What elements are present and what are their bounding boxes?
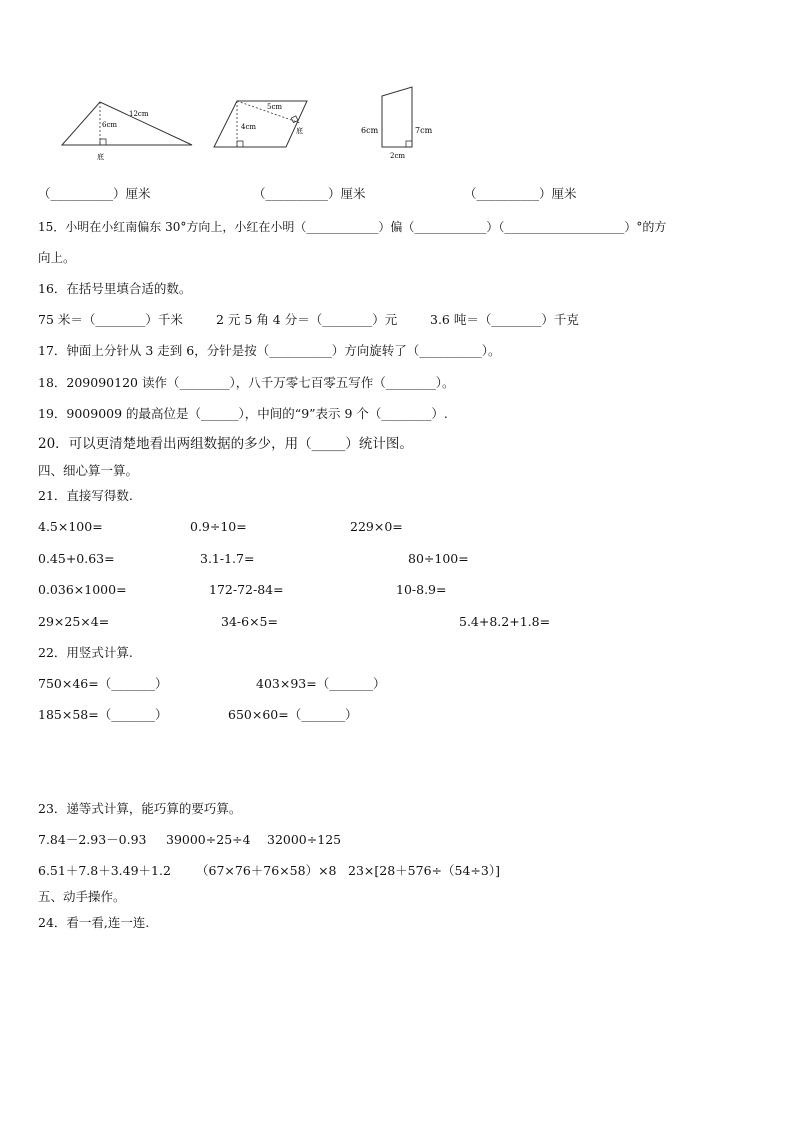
- parallelogram-right-angle-mark: [237, 141, 243, 147]
- figure-parallelogram: [210, 95, 320, 155]
- q24: 24．看一看,连一连.: [38, 915, 150, 930]
- q23-r1-c3: 32000÷125: [267, 832, 342, 847]
- q16-title: 16．在括号里填合适的数。: [38, 281, 192, 296]
- q21-r1-c3: 229×0=: [350, 519, 403, 534]
- q21-r1-c2: 0.9÷10=: [190, 519, 247, 534]
- q23-r1-c1: 7.84－2.93－0.93: [38, 832, 147, 847]
- answer-blank-2: （__________）厘米: [253, 186, 366, 201]
- q20: 20．可以更清楚地看出两组数据的多少，用（_____）统计图。: [38, 436, 413, 452]
- q21-r4-c2: 34-6×5=: [221, 614, 278, 629]
- triangle-height-label: 6cm: [102, 121, 118, 129]
- q22-r2-c2: 650×60=（_______）: [228, 707, 358, 722]
- q23-r2-c3: 23×[28＋576÷（54÷3）]: [348, 863, 500, 878]
- parallelogram-right-angle-mark-2: [291, 116, 298, 123]
- parallelogram-shape: [214, 101, 307, 147]
- trapezoid-shape: [382, 87, 412, 147]
- triangle-shape: [62, 102, 192, 145]
- q23-title: 23．递等式计算，能巧算的要巧算。: [38, 801, 242, 816]
- q16-item-1: 75 米＝（________）千米: [38, 312, 183, 327]
- parallelogram-height-label: 4cm: [241, 123, 257, 131]
- q23-r2-c2: （67×76＋76×58）×8: [196, 863, 337, 878]
- q21-r3-c1: 0.036×1000=: [38, 582, 127, 597]
- q21-r2-c1: 0.45+0.63=: [38, 551, 115, 566]
- trapezoid-right-label: 7cm: [415, 126, 433, 135]
- triangle-right-angle-mark: [100, 139, 106, 145]
- figure-triangle: [55, 95, 200, 165]
- q18: 18．209090120 读作（________），八千万零七百零五写作（________）。: [38, 375, 455, 390]
- q22-r2-c1: 185×58=（_______）: [38, 707, 168, 722]
- trapezoid-bottom-label: 2cm: [390, 152, 406, 160]
- q21-r3-c2: 172-72-84=: [209, 582, 284, 597]
- q22-title: 22．用竖式计算.: [38, 645, 133, 660]
- q21-r4-c3: 5.4+8.2+1.8=: [459, 614, 551, 629]
- q21-title: 21．直接写得数.: [38, 488, 133, 503]
- q21-r2-c2: 3.1-1.7=: [200, 551, 255, 566]
- q21-r2-c3: 80÷100=: [408, 551, 469, 566]
- q15-line1: 15．小明在小红南偏东 30°方向上，小红在小明（____________）偏（____________）（____________________）°的方: [38, 220, 667, 234]
- q16-item-2: 2 元 5 角 4 分＝（________）元: [216, 312, 398, 327]
- q21-r4-c1: 29×25×4=: [38, 614, 110, 629]
- q23-r2-c1: 6.51＋7.8＋3.49＋1.2: [38, 863, 171, 878]
- q23-r1-c2: 39000÷25÷4: [166, 832, 251, 847]
- q15-line2: 向上。: [38, 250, 76, 265]
- answer-blank-3: （__________）厘米: [464, 186, 577, 201]
- q21-r1-c1: 4.5×100=: [38, 519, 103, 534]
- q22-r1-c1: 750×46=（_______）: [38, 676, 168, 691]
- q21-r3-c3: 10-8.9=: [396, 582, 447, 597]
- trapezoid-right-angle-mark: [406, 141, 412, 147]
- parallelogram-base-label: 底: [296, 127, 303, 135]
- figure-trapezoid: [355, 83, 440, 163]
- q22-r1-c2: 403×93=（_______）: [256, 676, 386, 691]
- section-4-heading: 四、细心算一算。: [38, 463, 139, 478]
- q19: 19．9009009 的最高位是（______），中间的“9”表示 9 个（________）.: [38, 406, 448, 421]
- answer-blank-1: （__________）厘米: [38, 186, 151, 201]
- trapezoid-left-label: 6cm: [361, 126, 379, 135]
- q16-item-3: 3.6 吨＝（________）千克: [430, 312, 579, 327]
- parallelogram-side-label: 5cm: [267, 103, 283, 111]
- q17: 17．钟面上分针从 3 走到 6，分针是按（__________）方向旋转了（__________）。: [38, 343, 501, 358]
- section-5-heading: 五、动手操作。: [38, 889, 126, 904]
- triangle-base-label: 底: [97, 153, 104, 161]
- triangle-hyp-label: 12cm: [129, 110, 149, 118]
